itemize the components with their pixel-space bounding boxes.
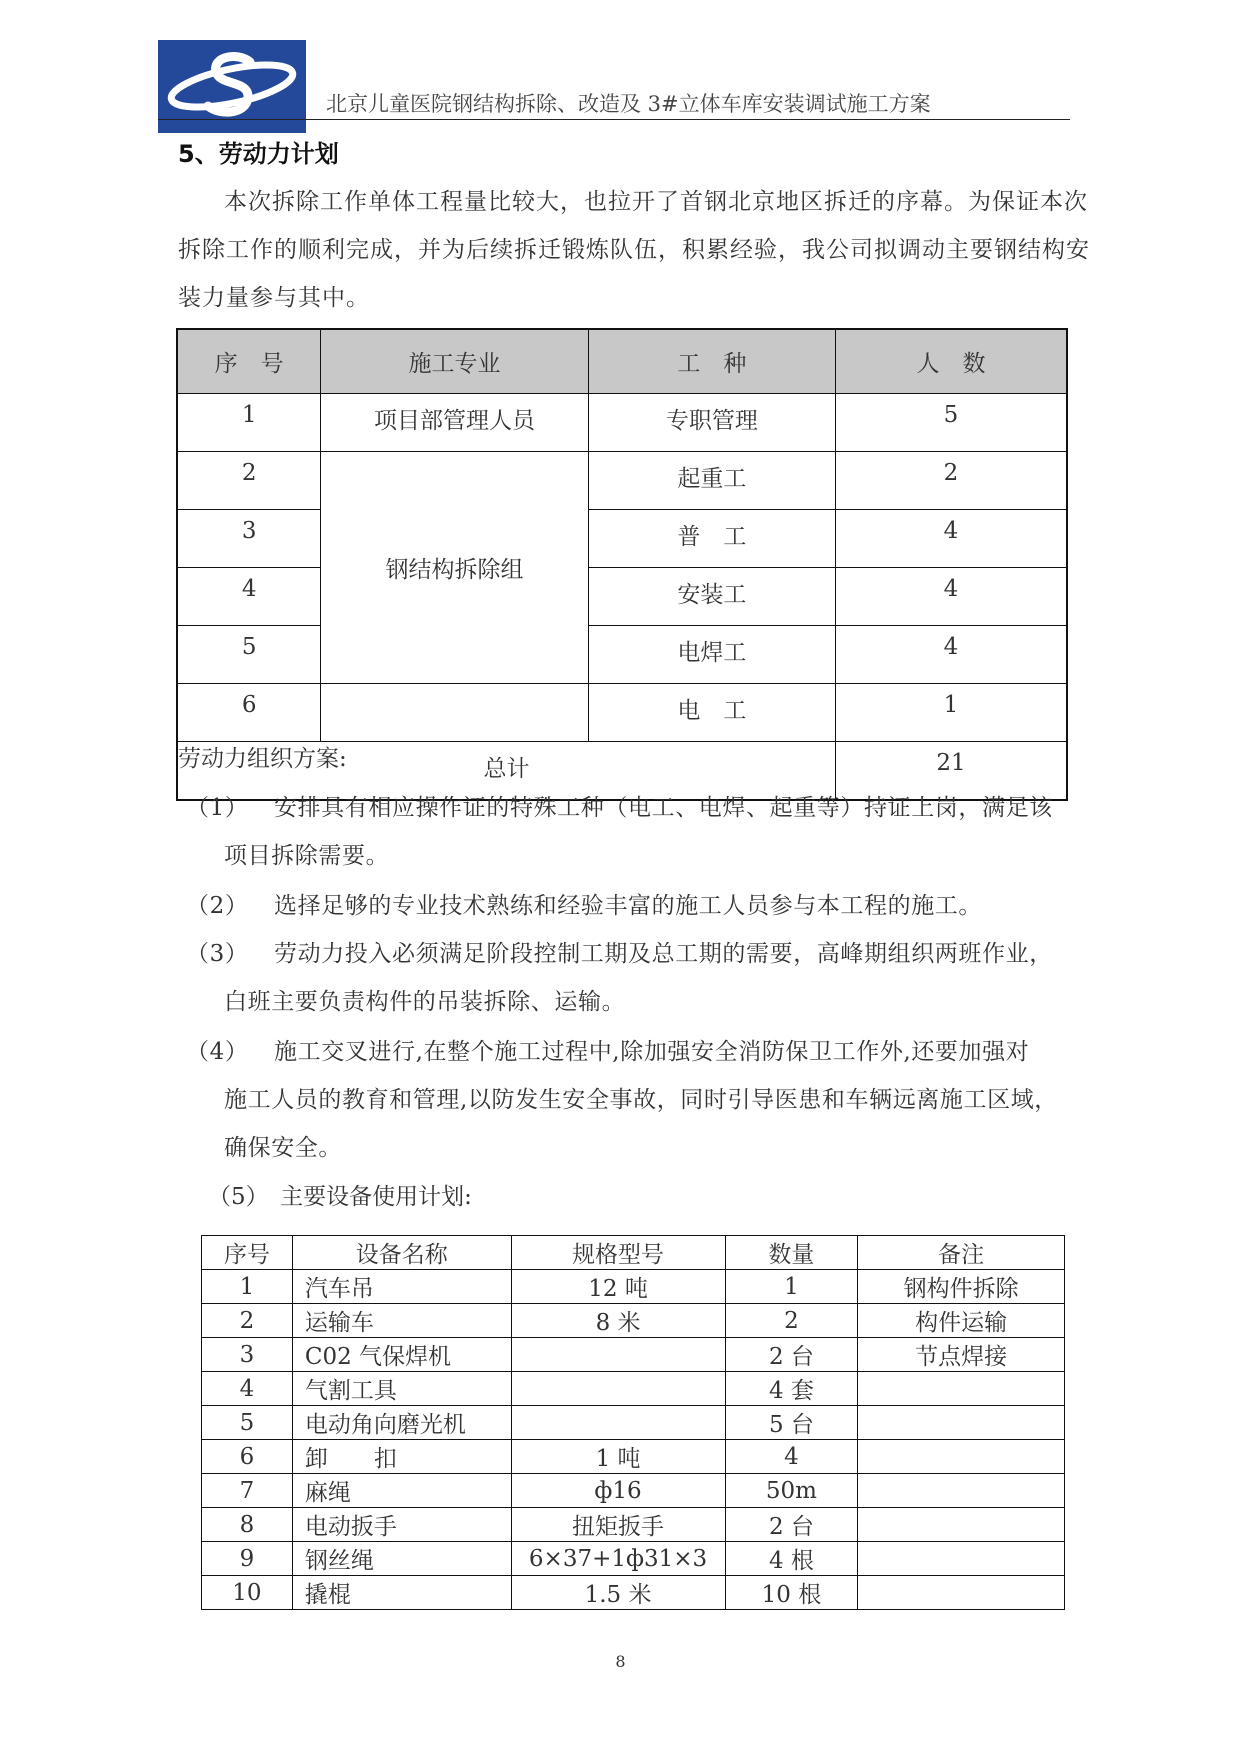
cell-quantity: 5 台 <box>725 1406 858 1440</box>
item-line: 项目拆除需要。 <box>224 843 390 869</box>
item-line: 劳动力投入必须满足阶段控制工期及总工期的需要，高峰期组织两班作业， <box>274 941 1053 967</box>
list-item <box>186 784 1106 880</box>
cell-spec: 6×37+1ф31×3 <box>511 1542 725 1576</box>
item-line: 确保安全。 <box>224 1135 342 1161</box>
item-line: 安排具有相应操作证的特殊工种（电工、电焊、起重等）持证上岗，满足该 <box>274 795 1053 821</box>
cell-quantity: 50m <box>725 1474 858 1508</box>
cell-spec: 1 吨 <box>511 1440 725 1474</box>
intro-line: 本次拆除工作的顺利完成，并为后续拆迁锻炼队伍，积累经验，我公司拟调动主要 <box>178 189 1088 263</box>
list-item <box>186 930 1106 1026</box>
table-row <box>177 626 1067 684</box>
table-row <box>202 1508 1065 1542</box>
cell-spec <box>511 1406 725 1440</box>
cell-no: 5 <box>202 1406 293 1440</box>
item-line: 选择足够的专业技术熟练和经验丰富的施工人员参与本工程的施工。 <box>274 893 982 919</box>
cell-quantity: 4 套 <box>725 1372 858 1406</box>
table-row <box>202 1304 1065 1338</box>
table-row <box>202 1270 1065 1304</box>
cell-trade: 起重工 <box>588 452 835 510</box>
item-number: （2） <box>186 893 249 919</box>
cell-remark: 钢构件拆除 <box>858 1270 1065 1304</box>
cell-trade: 安装工 <box>588 568 835 626</box>
cell-count: 1 <box>835 684 1067 742</box>
cell-remark <box>858 1372 1065 1406</box>
cell-no: 3 <box>177 510 321 568</box>
cell-equipment-name: 汽车吊 <box>292 1270 511 1304</box>
table-row <box>202 1542 1065 1576</box>
cell-spec <box>511 1372 725 1406</box>
cell-equipment-name: 撬棍 <box>292 1576 511 1610</box>
column-header: 工 种 <box>588 329 835 394</box>
cell-equipment-name: 电动角向磨光机 <box>292 1406 511 1440</box>
cell-no: 1 <box>177 394 321 452</box>
cell-equipment-name: C02 气保焊机 <box>292 1338 511 1372</box>
table-row <box>202 1372 1065 1406</box>
list-item <box>186 1028 1106 1172</box>
cell-spec: 1.5 米 <box>511 1576 725 1610</box>
table-header-row <box>202 1236 1065 1270</box>
cell-remark <box>858 1440 1065 1474</box>
cell-count: 4 <box>835 510 1067 568</box>
cell-spec: ф16 <box>511 1474 725 1508</box>
column-header: 施工专业 <box>321 329 588 394</box>
cell-spec: 8 米 <box>511 1304 725 1338</box>
table-header-row <box>177 329 1067 394</box>
cell-equipment-name: 运输车 <box>292 1304 511 1338</box>
item-number: （3） <box>186 941 249 967</box>
intro-paragraph <box>178 178 1098 322</box>
column-header: 序 号 <box>177 329 321 394</box>
cell-trade: 普 工 <box>588 510 835 568</box>
cell-remark <box>858 1406 1065 1440</box>
cell-remark <box>858 1474 1065 1508</box>
column-header: 设备名称 <box>292 1236 511 1270</box>
table-row <box>177 452 1067 510</box>
cell-specialty: 项目部管理人员 <box>321 394 588 452</box>
table-row <box>202 1474 1065 1508</box>
equipment-table <box>201 1235 1065 1610</box>
table-row <box>202 1338 1065 1372</box>
column-header: 规格型号 <box>511 1236 725 1270</box>
column-header: 数量 <box>725 1236 858 1270</box>
cell-spec: 12 吨 <box>511 1270 725 1304</box>
intro-line: 本次拆除工作单体工程量比较大，也拉开了首钢北京地区拆迁的序幕。为保证 <box>224 189 1040 215</box>
table-row <box>177 394 1067 452</box>
cell-remark <box>858 1508 1065 1542</box>
cell-quantity: 10 根 <box>725 1576 858 1610</box>
labor-plan-table <box>176 328 1068 801</box>
cell-remark: 节点焊接 <box>858 1338 1065 1372</box>
cell-quantity: 1 <box>725 1270 858 1304</box>
cell-specialty <box>321 684 588 742</box>
cell-no: 6 <box>177 684 321 742</box>
cell-no: 4 <box>202 1372 293 1406</box>
equipment-plan-title: （5） 主要设备使用计划: <box>208 1184 472 1210</box>
item-number: （4） <box>186 1039 249 1065</box>
cell-no: 9 <box>202 1542 293 1576</box>
cell-count: 5 <box>835 394 1067 452</box>
cell-trade: 电 工 <box>588 684 835 742</box>
cell-trade: 专职管理 <box>588 394 835 452</box>
total-label: 总计 <box>177 742 835 801</box>
column-header: 备注 <box>858 1236 1065 1270</box>
header-divider <box>158 119 1070 120</box>
intro-line: 钢结构安装力量参与其中。 <box>178 237 1090 311</box>
cell-spec <box>511 1338 725 1372</box>
cell-no: 5 <box>177 626 321 684</box>
section-heading: 5、劳动力计划 <box>178 140 339 168</box>
cell-count: 4 <box>835 626 1067 684</box>
cell-count: 4 <box>835 568 1067 626</box>
item-line: 白班主要负责构件的吊装拆除、运输。 <box>224 989 626 1015</box>
cell-remark: 构件运输 <box>858 1304 1065 1338</box>
cell-no: 8 <box>202 1508 293 1542</box>
cell-no: 6 <box>202 1440 293 1474</box>
cell-remark <box>858 1576 1065 1610</box>
cell-quantity: 2 台 <box>725 1338 858 1372</box>
table-row <box>202 1406 1065 1440</box>
cell-no: 1 <box>202 1270 293 1304</box>
document-header-title: 北京儿童医院钢结构拆除、改造及 3#立体车库安装调试施工方案 <box>326 92 931 116</box>
table-row <box>177 510 1067 568</box>
cell-no: 2 <box>202 1304 293 1338</box>
item-number: （1） <box>186 795 249 821</box>
cell-quantity: 4 根 <box>725 1542 858 1576</box>
cell-equipment-name: 卸 扣 <box>292 1440 511 1474</box>
table-row <box>177 684 1067 742</box>
column-header: 人 数 <box>835 329 1067 394</box>
labor-org-title: 劳动力组织方案: <box>178 746 347 772</box>
cell-no: 2 <box>177 452 321 510</box>
list-item <box>186 882 1106 930</box>
item-line: 施工交叉进行,在整个施工过程中,除加强安全消防保卫工作外,还要加强对 <box>274 1039 1030 1065</box>
cell-count: 2 <box>835 452 1067 510</box>
cell-equipment-name: 钢丝绳 <box>292 1542 511 1576</box>
cell-equipment-name: 气割工具 <box>292 1372 511 1406</box>
page-number: 8 <box>615 1652 626 1671</box>
cell-trade: 电焊工 <box>588 626 835 684</box>
cell-specialty-merged: 钢结构拆除组 <box>321 452 588 684</box>
item-line: 施工人员的教育和管理,以防发生安全事故，同时引导医患和车辆远离施工区域， <box>224 1087 1058 1113</box>
cell-no: 3 <box>202 1338 293 1372</box>
cell-no: 4 <box>177 568 321 626</box>
table-row <box>202 1440 1065 1474</box>
table-row <box>202 1576 1065 1610</box>
cell-no: 7 <box>202 1474 293 1508</box>
cell-equipment-name: 麻绳 <box>292 1474 511 1508</box>
cell-equipment-name: 电动扳手 <box>292 1508 511 1542</box>
total-value: 21 <box>835 742 1067 801</box>
cell-no: 10 <box>202 1576 293 1610</box>
cell-remark <box>858 1542 1065 1576</box>
table-row <box>177 568 1067 626</box>
column-header: 序号 <box>202 1236 293 1270</box>
cell-quantity: 4 <box>725 1440 858 1474</box>
cell-quantity: 2 <box>725 1304 858 1338</box>
cell-spec: 扭矩扳手 <box>511 1508 725 1542</box>
cell-quantity: 2 台 <box>725 1508 858 1542</box>
